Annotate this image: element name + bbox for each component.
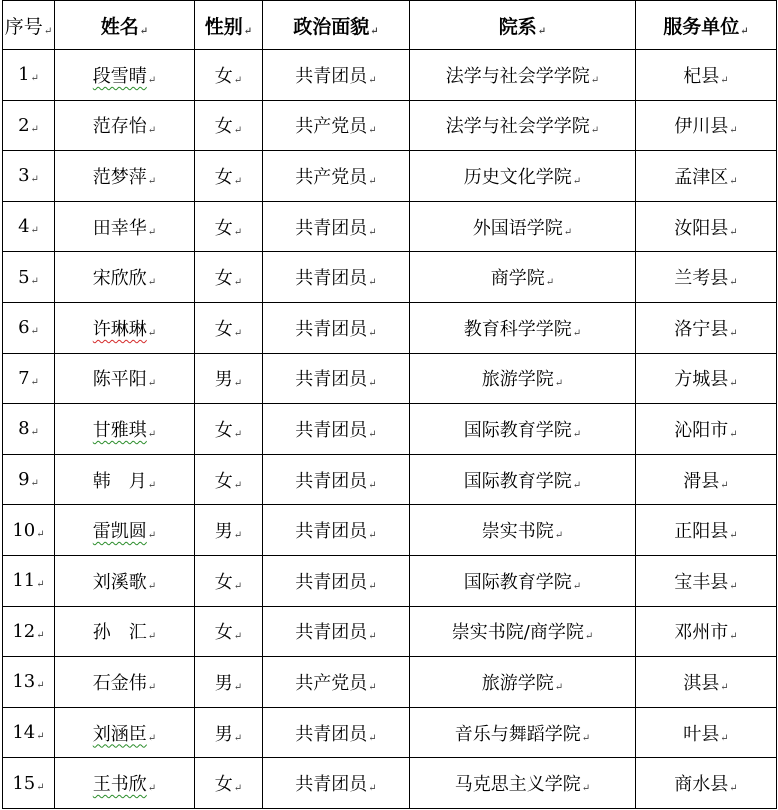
table-row — [3, 50, 777, 101]
header-political: 政治面貌↵ — [263, 1, 410, 50]
cell-department: 教育科学学院↵ — [410, 302, 636, 353]
table-body — [3, 50, 777, 809]
cell-department: 国际教育学院↵ — [410, 404, 636, 455]
cell-gender: 女↵ — [195, 606, 263, 657]
cell-index: 13↵ — [3, 657, 55, 708]
table-row — [3, 555, 777, 606]
cell-unit: 邓州市↵ — [636, 606, 777, 657]
cell-index: 7↵ — [3, 353, 55, 404]
cell-index: 8↵ — [3, 404, 55, 455]
cell-department: 旅游学院↵ — [410, 657, 636, 708]
cell-name: 段雪晴↵ — [55, 50, 195, 101]
table-header — [3, 1, 777, 50]
table-row — [3, 302, 777, 353]
cell-index: 1↵ — [3, 50, 55, 101]
cell-gender: 女↵ — [195, 50, 263, 101]
cell-gender: 女↵ — [195, 201, 263, 252]
cell-index: 6↵ — [3, 302, 55, 353]
cell-name: 刘涵臣↵ — [55, 707, 195, 758]
cell-gender: 女↵ — [195, 302, 263, 353]
cell-unit: 正阳县↵ — [636, 505, 777, 556]
cell-unit: 淇县↵ — [636, 657, 777, 708]
header-index: 序号↵ — [3, 1, 55, 50]
cell-unit: 伊川县↵ — [636, 100, 777, 151]
cell-gender: 女↵ — [195, 252, 263, 303]
cell-department: 旅游学院↵ — [410, 353, 636, 404]
table-row — [3, 657, 777, 708]
cell-name: 陈平阳↵ — [55, 353, 195, 404]
header-row — [3, 1, 777, 50]
cell-political: 共青团员↵ — [263, 201, 410, 252]
cell-political: 共青团员↵ — [263, 505, 410, 556]
cell-unit: 洛宁县↵ — [636, 302, 777, 353]
cell-department: 马克思主义学院↵ — [410, 758, 636, 809]
cell-index: 9↵ — [3, 454, 55, 505]
cell-unit: 商水县↵ — [636, 758, 777, 809]
cell-gender: 男↵ — [195, 707, 263, 758]
cell-name: 田幸华↵ — [55, 201, 195, 252]
cell-political: 共青团员↵ — [263, 404, 410, 455]
cell-political: 共青团员↵ — [263, 353, 410, 404]
cell-department: 崇实书院/商学院↵ — [410, 606, 636, 657]
cell-political: 共青团员↵ — [263, 302, 410, 353]
table-row — [3, 758, 777, 809]
header-name: 姓名↵ — [55, 1, 195, 50]
cell-political: 共青团员↵ — [263, 50, 410, 101]
cell-name: 韩 月↵ — [55, 454, 195, 505]
cell-index: 10↵ — [3, 505, 55, 556]
table-row — [3, 454, 777, 505]
cell-gender: 男↵ — [195, 353, 263, 404]
cell-index: 15↵ — [3, 758, 55, 809]
cell-department: 商学院↵ — [410, 252, 636, 303]
cell-index: 5↵ — [3, 252, 55, 303]
cell-department: 法学与社会学学院↵ — [410, 50, 636, 101]
cell-index: 14↵ — [3, 707, 55, 758]
cell-name: 范梦萍↵ — [55, 151, 195, 202]
header-gender: 性别↵ — [195, 1, 263, 50]
cell-department: 历史文化学院↵ — [410, 151, 636, 202]
cell-political: 共青团员↵ — [263, 555, 410, 606]
cell-unit: 宝丰县↵ — [636, 555, 777, 606]
table-row — [3, 201, 777, 252]
table-row — [3, 100, 777, 151]
cell-political: 共青团员↵ — [263, 707, 410, 758]
cell-name: 孙 汇↵ — [55, 606, 195, 657]
cell-political: 共青团员↵ — [263, 454, 410, 505]
cell-index: 2↵ — [3, 100, 55, 151]
cell-unit: 汝阳县↵ — [636, 201, 777, 252]
cell-department: 国际教育学院↵ — [410, 555, 636, 606]
cell-name: 王书欣↵ — [55, 758, 195, 809]
cell-unit: 滑县↵ — [636, 454, 777, 505]
cell-unit: 沁阳市↵ — [636, 404, 777, 455]
cell-department: 外国语学院↵ — [410, 201, 636, 252]
cell-name: 宋欣欣↵ — [55, 252, 195, 303]
table-row — [3, 606, 777, 657]
cell-department: 音乐与舞蹈学院↵ — [410, 707, 636, 758]
header-unit: 服务单位↵ — [636, 1, 777, 50]
cell-name: 许琳琳↵ — [55, 302, 195, 353]
cell-gender: 男↵ — [195, 505, 263, 556]
cell-gender: 女↵ — [195, 758, 263, 809]
cell-gender: 女↵ — [195, 404, 263, 455]
cell-unit: 叶县↵ — [636, 707, 777, 758]
cell-department: 法学与社会学学院↵ — [410, 100, 636, 151]
table-row — [3, 404, 777, 455]
cell-unit: 杞县↵ — [636, 50, 777, 101]
cell-index: 3↵ — [3, 151, 55, 202]
cell-gender: 女↵ — [195, 151, 263, 202]
cell-political: 共产党员↵ — [263, 100, 410, 151]
cell-name: 雷凯圆↵ — [55, 505, 195, 556]
cell-index: 12↵ — [3, 606, 55, 657]
cell-gender: 男↵ — [195, 657, 263, 708]
cell-name: 甘雅琪↵ — [55, 404, 195, 455]
cell-gender: 女↵ — [195, 454, 263, 505]
cell-index: 4↵ — [3, 201, 55, 252]
cell-political: 共青团员↵ — [263, 252, 410, 303]
cell-unit: 方城县↵ — [636, 353, 777, 404]
table-row — [3, 353, 777, 404]
table-row — [3, 707, 777, 758]
cell-name: 范存怡↵ — [55, 100, 195, 151]
cell-gender: 女↵ — [195, 100, 263, 151]
cell-political: 共青团员↵ — [263, 606, 410, 657]
cell-unit: 孟津区↵ — [636, 151, 777, 202]
cell-unit: 兰考县↵ — [636, 252, 777, 303]
header-department: 院系↵ — [410, 1, 636, 50]
volunteer-table — [2, 0, 777, 809]
cell-name: 刘溪歌↵ — [55, 555, 195, 606]
table-row — [3, 505, 777, 556]
cell-political: 共产党员↵ — [263, 657, 410, 708]
cell-political: 共青团员↵ — [263, 758, 410, 809]
table-row — [3, 151, 777, 202]
cell-name: 石金伟↵ — [55, 657, 195, 708]
cell-political: 共产党员↵ — [263, 151, 410, 202]
cell-index: 11↵ — [3, 555, 55, 606]
cell-gender: 女↵ — [195, 555, 263, 606]
table-row — [3, 252, 777, 303]
cell-department: 崇实书院↵ — [410, 505, 636, 556]
cell-department: 国际教育学院↵ — [410, 454, 636, 505]
